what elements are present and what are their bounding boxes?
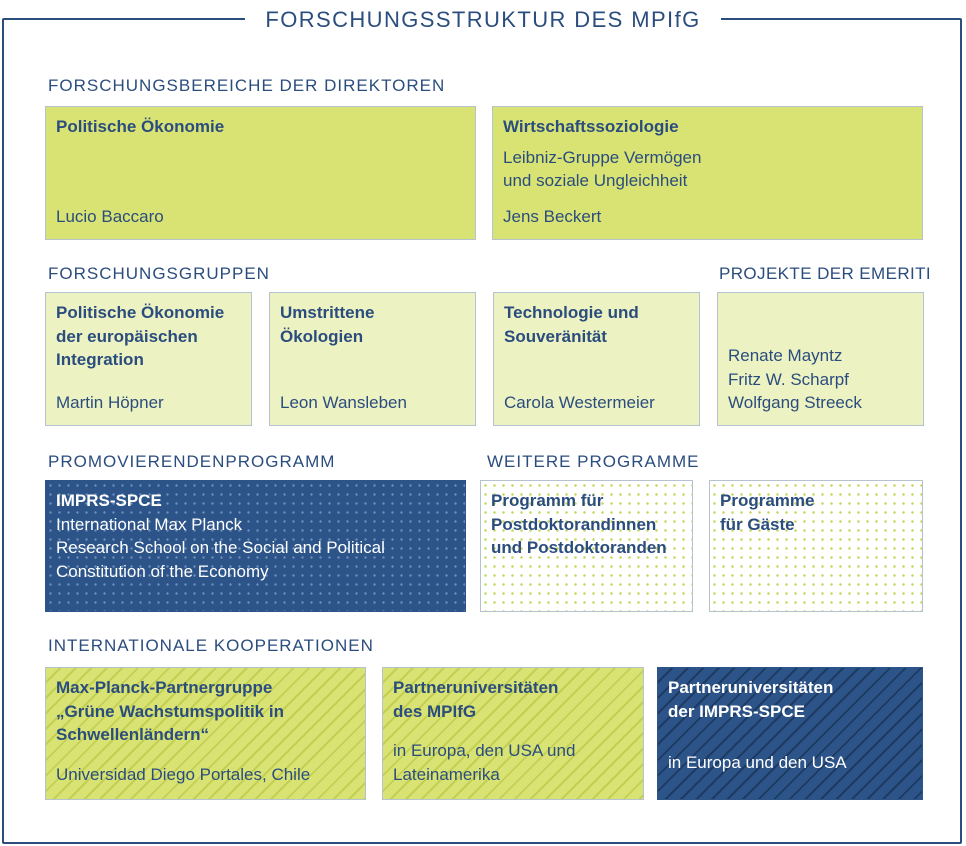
box-programme-gaeste (709, 480, 923, 612)
box-partneruniversitaeten-imprs (657, 667, 923, 800)
box-title-line: „Grüne Wachstumspolitik in (56, 701, 284, 721)
box-text-line: Constitution of the Economy (56, 561, 269, 581)
box-programm-postdoktoranden (480, 480, 693, 612)
box-detail-line: in Europa, den USA und (393, 741, 576, 760)
box-gruppe-umstrittene-oekologien (269, 292, 476, 426)
section-label-emeriti: PROJEKTE DER EMERITI (719, 264, 932, 283)
emeritus-name: Renate Mayntz (728, 346, 843, 365)
box-title-line: der europäischen (56, 326, 198, 346)
diagram-title: FORSCHUNGSSTRUKTUR DES MPIfG (245, 6, 721, 34)
box-title-line: Partneruniversitäten (393, 678, 559, 697)
box-person: Carola Westermeier (504, 393, 655, 412)
box-title-line: der IMPRS-SPCE (668, 701, 805, 721)
box-title-line: Souveränität (504, 326, 607, 346)
box-person: Lucio Baccaro (56, 207, 164, 226)
box-title-line: Schwellenländern“ (56, 725, 210, 744)
box-title-line: Partneruniversitäten (668, 678, 834, 697)
section-label-promo: PROMOVIERENDENPROGRAMM (48, 452, 336, 471)
box-title-line: Max-Planck-Partnergruppe (56, 678, 273, 697)
box-title-line: für Gäste (720, 514, 795, 534)
box-text-line: Research School on the Social and Political (56, 538, 385, 557)
section-label-direktoren: FORSCHUNGSBEREICHE DER DIREKTOREN (48, 76, 446, 95)
box-title-line: Umstrittene (280, 303, 375, 322)
section-label-gruppen: FORSCHUNGSGRUPPEN (48, 264, 270, 283)
box-title: Wirtschaftssoziologie (503, 117, 679, 136)
section-label-intl: INTERNATIONALE KOOPERATIONEN (48, 636, 374, 655)
box-partneruniversitaeten-mpifg (382, 667, 644, 800)
box-detail: in Europa und den USA (668, 753, 847, 772)
emeritus-name: Fritz W. Scharpf (728, 370, 849, 389)
box-detail-line: Lateinamerika (393, 765, 500, 784)
box-text-line: International Max Planck (56, 514, 243, 534)
box-politische-oekonomie (45, 106, 476, 240)
box-subtitle-line: Leibniz-Gruppe Vermögen (503, 148, 702, 167)
box-emeriti (717, 292, 924, 426)
box-title: IMPRS-SPCE (56, 491, 162, 510)
box-person: Leon Wansleben (280, 393, 407, 412)
box-title-line: Technologie und (504, 303, 639, 322)
box-detail: Universidad Diego Portales, Chile (56, 765, 311, 784)
box-title: Politische Ökonomie (56, 117, 225, 136)
box-person: Martin Höpner (56, 393, 164, 412)
box-title-line: Politische Ökonomie (56, 303, 225, 322)
section-label-weitere: WEITERE PROGRAMME (487, 452, 700, 471)
box-title-line: Programme (720, 491, 815, 510)
box-person: Jens Beckert (503, 207, 602, 226)
box-title-line: des MPIfG (393, 701, 477, 721)
box-title-line: Postdoktorandinnen (491, 514, 657, 534)
box-gruppe-europaeische-integration (45, 292, 252, 426)
box-subtitle-line: und soziale Ungleichheit (503, 171, 688, 190)
box-max-planck-partnergruppe (45, 667, 366, 800)
box-title-line: und Postdoktoranden (491, 538, 667, 557)
box-gruppe-technologie-souveraenitaet (493, 292, 700, 426)
box-title-line: Integration (56, 350, 144, 369)
emeritus-name: Wolfgang Streeck (728, 393, 862, 412)
box-wirtschaftssoziologie (492, 106, 923, 240)
box-title-line: Ökologien (280, 326, 364, 346)
box-title-line: Programm für (491, 491, 604, 510)
box-imprs-spce (45, 480, 466, 612)
